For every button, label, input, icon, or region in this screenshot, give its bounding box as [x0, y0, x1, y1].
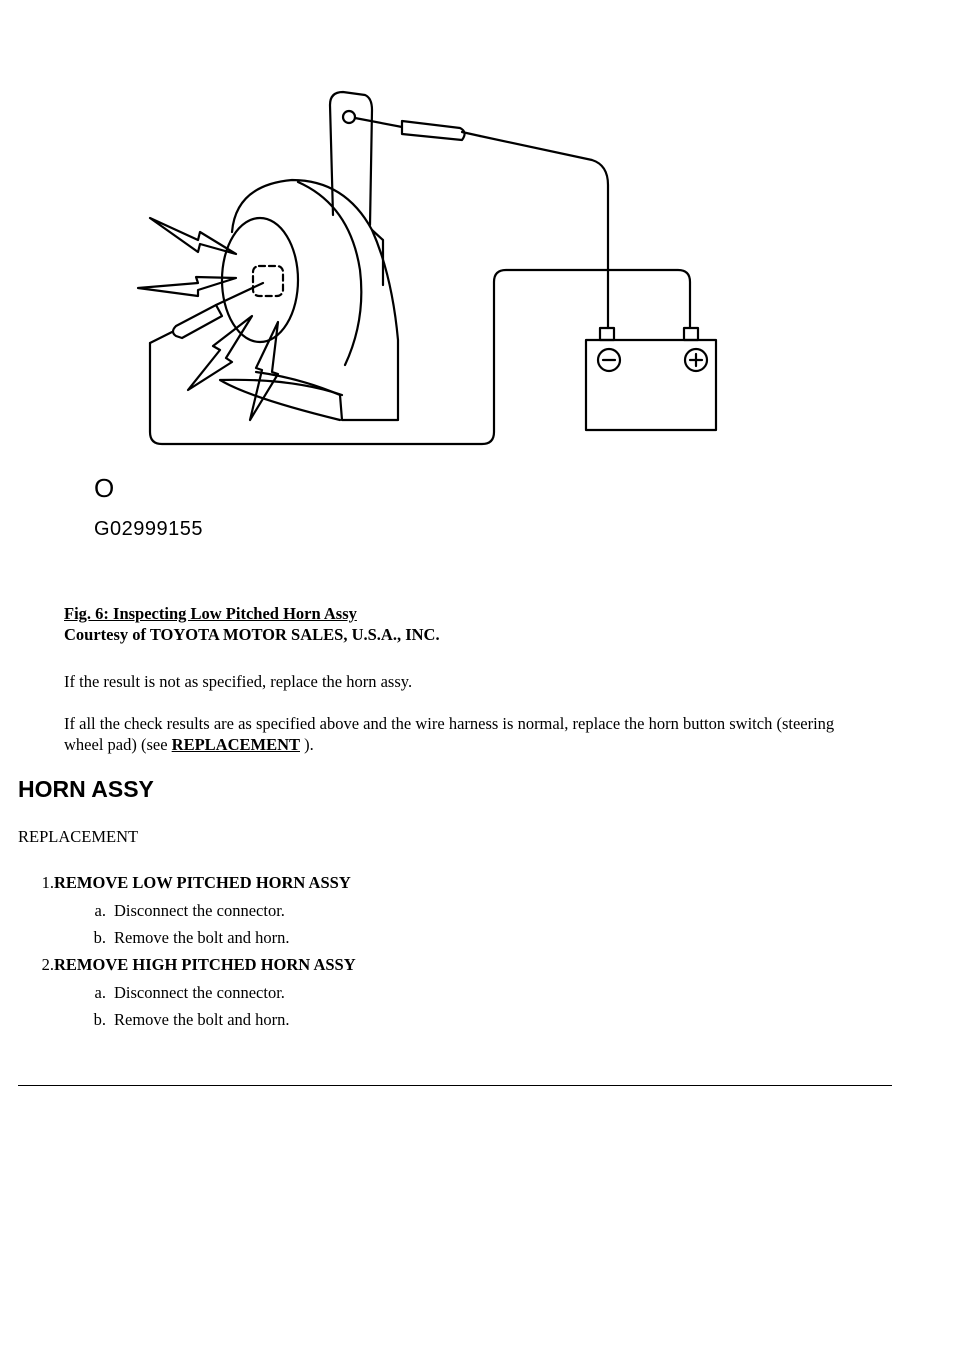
- horn-inner-curve: [298, 182, 361, 365]
- replacement-link[interactable]: REPLACEMENT: [171, 735, 300, 754]
- substep-letter: a.: [94, 983, 106, 1002]
- paragraph-replace-horn: If the result is not as specified, replace the horn assy.: [64, 672, 413, 691]
- test-probe-bracket: [402, 121, 465, 140]
- figure-id: G02999155: [94, 518, 204, 540]
- wire-negative: [480, 136, 608, 328]
- horn-inspection-figure: [0, 0, 960, 560]
- paragraph-text-before-link: If all the check results are as specified above and the wire harness is normal, replace the horn button switch (steering wheel pad) (see: [64, 714, 835, 754]
- horizontal-rule: [18, 1085, 892, 1086]
- sub-heading: REPLACEMENT: [18, 827, 139, 846]
- figure-caption-credit: Courtesy of TOYOTA MOTOR SALES, U.S.A., INC.: [64, 625, 440, 644]
- section-heading: HORN ASSY: [18, 776, 154, 802]
- step-number: 2.: [41, 955, 54, 974]
- figure-caption-title: Fig. 6: Inspecting Low Pitched Horn Assy: [64, 604, 357, 623]
- substep-letter: b.: [93, 1010, 106, 1029]
- horn-base: [220, 380, 342, 420]
- substep-text: Remove the bolt and horn.: [114, 1010, 290, 1029]
- substep-text: Remove the bolt and horn.: [114, 928, 290, 947]
- substep-text: Disconnect the connector.: [114, 901, 285, 920]
- horn-battery-diagram: [0, 0, 960, 560]
- test-probe-horn: [173, 305, 222, 338]
- horn-terminal: [253, 266, 283, 296]
- step-number: 1.: [41, 873, 54, 892]
- substep-letter: a.: [94, 901, 106, 920]
- sound-arrow-1: [150, 218, 236, 254]
- paragraph-replace-switch: [64, 713, 864, 755]
- horn-body-outline: [232, 180, 398, 420]
- substep-text: Disconnect the connector.: [114, 983, 285, 1002]
- step-title: REMOVE LOW PITCHED HORN ASSY: [54, 873, 351, 892]
- horn-diaphragm: [222, 218, 298, 342]
- bracket-bolt-hole: [343, 111, 355, 123]
- figure-label-o: O: [94, 473, 115, 503]
- substep-letter: b.: [93, 928, 106, 947]
- step-title: REMOVE HIGH PITCHED HORN ASSY: [54, 955, 356, 974]
- paragraph-text-after-link: ).: [300, 735, 314, 754]
